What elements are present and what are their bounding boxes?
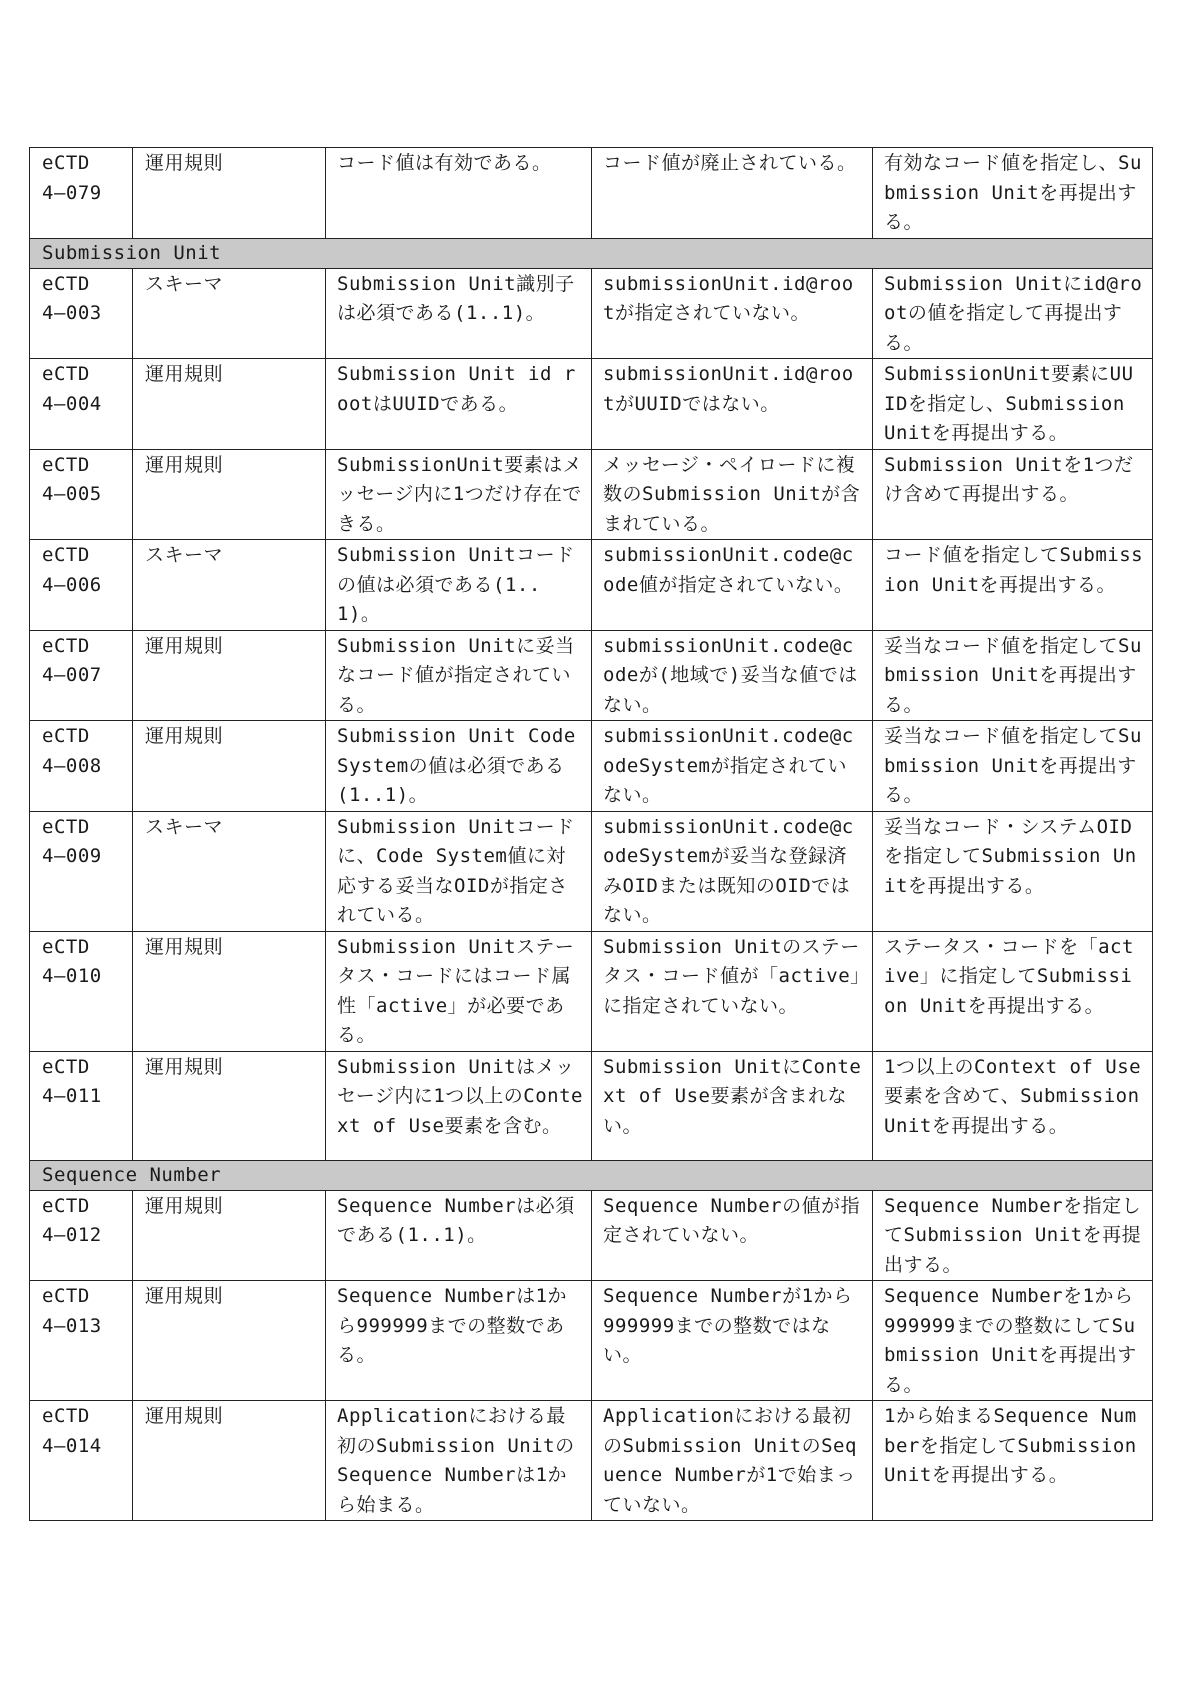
rule-id-prefix: eCTD [42, 272, 90, 295]
error-condition-cell: submissionUnit.code@code値が指定されていない。 [592, 540, 873, 631]
rule-description-cell: Submission Unit Code Systemの値は必須である(1..1)。 [326, 721, 592, 812]
section-title: Submission Unit [30, 238, 1153, 268]
error-condition-cell: コード値が廃止されている。 [592, 148, 873, 239]
corrective-action-cell: 妥当なコード・システムOIDを指定してSubmission Unitを再提出する。 [873, 811, 1153, 931]
corrective-action-cell: 妥当なコード値を指定してSubmission Unitを再提出する。 [873, 721, 1153, 812]
rule-type-cell: スキーマ [133, 268, 326, 359]
rule-id-cell [30, 931, 133, 1051]
validation-rules-table [29, 147, 1153, 1521]
corrective-action-cell: Submission Unitにid@rootの値を指定して再提出する。 [873, 268, 1153, 359]
table-row [30, 268, 1153, 359]
corrective-action-cell: 1から始まるSequence Numberを指定してSubmission Unitを再提出する。 [873, 1401, 1153, 1521]
rules-table-body [30, 148, 1153, 1521]
table-row [30, 359, 1153, 450]
rule-type-cell: スキーマ [133, 540, 326, 631]
error-condition-cell: Sequence Numberの値が指定されていない。 [592, 1190, 873, 1281]
rule-id-cell [30, 1190, 133, 1281]
rule-id-number: 4—005 [42, 483, 102, 505]
rule-id-prefix: eCTD [42, 544, 90, 566]
table-row [30, 540, 1153, 631]
error-condition-cell: Applicationにおける最初のSubmission UnitのSequence Numberが1で始まっていない。 [592, 1401, 873, 1521]
rule-id-cell [30, 449, 133, 540]
rule-id-number: 4—004 [42, 392, 102, 415]
rule-id-cell [30, 630, 133, 721]
error-condition-cell: Sequence Numberが1から999999までの整数ではない。 [592, 1281, 873, 1401]
rule-id-number: 4—014 [42, 1434, 102, 1457]
document-page [29, 147, 1152, 1521]
table-row [30, 148, 1153, 239]
rule-id-cell [30, 721, 133, 812]
table-row [30, 630, 1153, 721]
rule-id-cell [30, 359, 133, 450]
rule-description-cell: Sequence Numberは必須である(1..1)。 [326, 1190, 592, 1281]
rule-id-prefix: eCTD [42, 1285, 90, 1307]
rule-description-cell: Submission Unitコードの値は必須である(1..1)。 [326, 540, 592, 631]
rule-description-cell: Submission Unit id rootはUUIDである。 [326, 359, 592, 450]
rule-id-prefix: eCTD [42, 725, 90, 747]
corrective-action-cell: コード値を指定してSubmission Unitを再提出する。 [873, 540, 1153, 631]
corrective-action-cell: Submission Unitを1つだけ含めて再提出する。 [873, 449, 1153, 540]
error-condition-cell: submissionUnit.id@rootがUUIDではない。 [592, 359, 873, 450]
table-row [30, 1051, 1153, 1160]
table-row [30, 1281, 1153, 1401]
error-condition-cell: Submission UnitにContext of Use要素が含まれない。 [592, 1051, 873, 1160]
rule-type-cell: 運用規則 [133, 1190, 326, 1281]
rule-type-cell: 運用規則 [133, 1281, 326, 1401]
rule-type-cell: 運用規則 [133, 1401, 326, 1521]
table-row [30, 449, 1153, 540]
rule-id-cell [30, 1051, 133, 1160]
rule-type-cell: 運用規則 [133, 721, 326, 812]
rule-description-cell: Submission Unitはメッセージ内に1つ以上のContext of Use要素を含む。 [326, 1051, 592, 1160]
rule-id-cell [30, 1401, 133, 1521]
section-header-row [30, 238, 1153, 268]
rule-id-number: 4—010 [42, 965, 102, 987]
rule-type-cell: 運用規則 [133, 630, 326, 721]
section-header-row [30, 1160, 1153, 1190]
rule-id-cell [30, 268, 133, 359]
rule-id-prefix: eCTD [42, 1405, 90, 1427]
corrective-action-cell: Sequence Numberを指定してSubmission Unitを再提出する。 [873, 1190, 1153, 1281]
rule-id-prefix: eCTD [42, 935, 90, 958]
rule-id-prefix: eCTD [42, 1194, 90, 1217]
rule-id-prefix: eCTD [42, 1055, 90, 1078]
table-row [30, 811, 1153, 931]
rule-id-prefix: eCTD [42, 363, 90, 385]
section-title: Sequence Number [30, 1160, 1153, 1190]
rule-id-prefix: eCTD [42, 634, 90, 657]
error-condition-cell: submissionUnit.code@codeSystemが妥当な登録済みOIDまたは既知のOIDではない。 [592, 811, 873, 931]
rule-description-cell: コード値は有効である。 [326, 148, 592, 239]
rule-type-cell: 運用規則 [133, 449, 326, 540]
rule-description-cell: Applicationにおける最初のSubmission UnitのSequence Numberは1から始まる。 [326, 1401, 592, 1521]
corrective-action-cell: SubmissionUnit要素にUUIDを指定し、Submission Unitを再提出する。 [873, 359, 1153, 450]
rule-description-cell: SubmissionUnit要素はメッセージ内に1つだけ存在できる。 [326, 449, 592, 540]
table-row [30, 931, 1153, 1051]
corrective-action-cell: ステータス・コードを「active」に指定してSubmission Unitを再提出する。 [873, 931, 1153, 1051]
rule-type-cell: 運用規則 [133, 148, 326, 239]
rule-id-number: 4—079 [42, 181, 102, 204]
rule-id-cell [30, 1281, 133, 1401]
rule-id-prefix: eCTD [42, 453, 90, 476]
table-row [30, 721, 1153, 812]
rule-id-number: 4—006 [42, 573, 102, 596]
rule-type-cell: 運用規則 [133, 359, 326, 450]
rule-type-cell: スキーマ [133, 811, 326, 931]
rule-id-prefix: eCTD [42, 152, 90, 174]
corrective-action-cell: Sequence Numberを1から999999までの整数にしてSubmission Unitを再提出する。 [873, 1281, 1153, 1401]
corrective-action-cell: 1つ以上のContext of Use要素を含めて、Submission Unitを再提出する。 [873, 1051, 1153, 1160]
rule-id-number: 4—013 [42, 1314, 102, 1337]
rule-description-cell: Submission Unitコードに、Code System値に対応する妥当なOIDが指定されている。 [326, 811, 592, 931]
rule-description-cell: Submission Unitに妥当なコード値が指定されている。 [326, 630, 592, 721]
rule-type-cell: 運用規則 [133, 931, 326, 1051]
rule-id-number: 4—003 [42, 302, 102, 324]
rule-id-number: 4—008 [42, 754, 102, 777]
rule-id-cell [30, 811, 133, 931]
error-condition-cell: submissionUnit.id@rootが指定されていない。 [592, 268, 873, 359]
error-condition-cell: submissionUnit.code@codeSystemが指定されていない。 [592, 721, 873, 812]
rule-id-number: 4—009 [42, 845, 102, 867]
error-condition-cell: メッセージ・ペイロードに複数のSubmission Unitが含まれている。 [592, 449, 873, 540]
table-row [30, 1401, 1153, 1521]
rule-description-cell: Submission Unitステータス・コードにはコード属性「active」が必要である。 [326, 931, 592, 1051]
rule-id-cell [30, 148, 133, 239]
error-condition-cell: Submission Unitのステータス・コード値が「active」に指定されていない。 [592, 931, 873, 1051]
corrective-action-cell: 妥当なコード値を指定してSubmission Unitを再提出する。 [873, 630, 1153, 721]
error-condition-cell: submissionUnit.code@codeが(地域で)妥当な値ではない。 [592, 630, 873, 721]
rule-description-cell: Submission Unit識別子は必須である(1..1)。 [326, 268, 592, 359]
rule-id-number: 4—011 [42, 1085, 102, 1107]
rule-id-number: 4—012 [42, 1224, 102, 1246]
rule-id-number: 4—007 [42, 664, 102, 686]
table-row [30, 1190, 1153, 1281]
rule-id-prefix: eCTD [42, 815, 90, 838]
rule-id-cell [30, 540, 133, 631]
rule-description-cell: Sequence Numberは1から999999までの整数である。 [326, 1281, 592, 1401]
corrective-action-cell: 有効なコード値を指定し、Submission Unitを再提出する。 [873, 148, 1153, 239]
rule-type-cell: 運用規則 [133, 1051, 326, 1160]
